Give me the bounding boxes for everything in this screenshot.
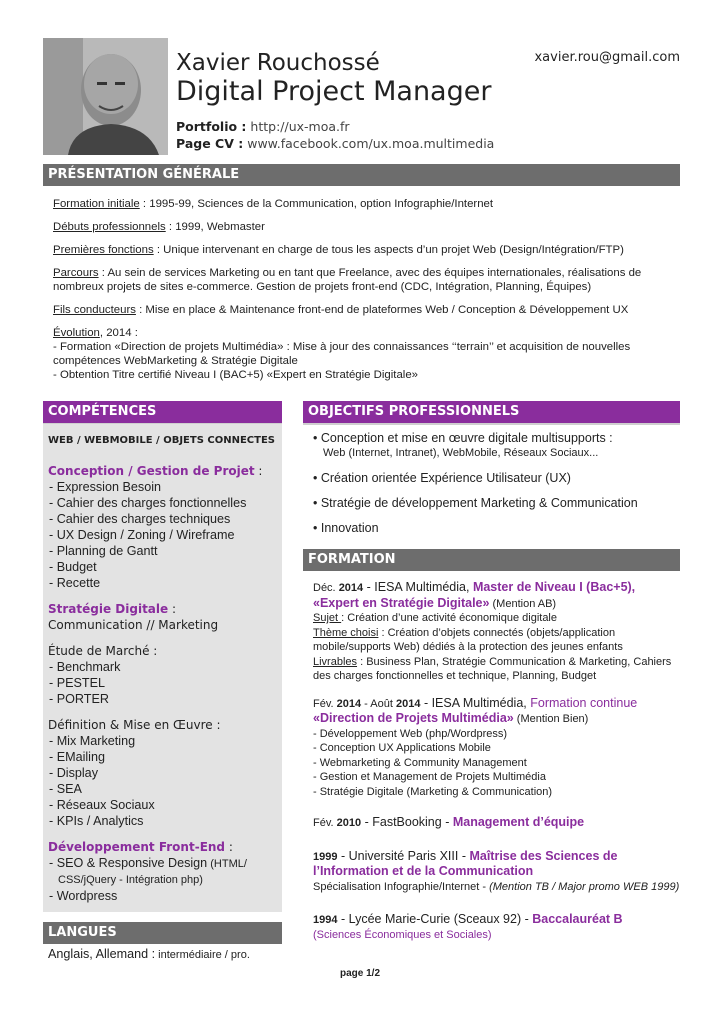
langues-text: Anglais, Allemand : intermédiaire / pro. (48, 947, 250, 961)
objectif-item: • Conception et mise en œuvre digitale multisupports : Web (Internet, Intranet), WebMobile, Réseaux Sociaux... (313, 431, 613, 459)
presentation-item: Formation initiale : 1995-99, Sciences de la Communication, option Infographie/Internet (53, 198, 494, 210)
portrait-image (43, 38, 168, 155)
formation-entry: Déc. 2014 - IESA Multimédia, Master de Niveau I (Bac+5), «Expert en Stratégie Digitale» (Mention AB) Sujet : Création d’une activité économique digitale Thème choisi : Création d’objets connectés (objets/application mobile/supports Web) dédiés à la protection des jeunes enfants Livrables : Business Plan, Stratégie Communication & Marketing, Cahiers des charges fonctionnelles et technique, Planning, Budget (313, 580, 672, 682)
formation-entry: Fév. 2010 - FastBooking - Management d’équipe (313, 815, 585, 829)
langues-header: LANGUES (43, 922, 282, 944)
competences-header: COMPÉTENCES (43, 401, 282, 425)
presentation-item: Débuts professionnels : 1999, Webmaster (53, 221, 265, 233)
definition-block: Définition & Mise en Œuvre : - Mix Marketing - EMailing - Display - SEA - Réseaux Sociaux - KPIs / Analytics (48, 718, 221, 828)
portfolio-label: Portfolio : (176, 119, 247, 134)
profile-photo (43, 38, 168, 155)
dev-block: Développement Front-End : - SEO & Responsive Design (HTML/ CSS/jQuery - Intégration php) - Wordpress (48, 840, 247, 903)
page-number: page 1/2 (340, 968, 381, 979)
email-link[interactable]: xavier.rou@gmail.com (534, 50, 680, 65)
objectif-item: • Innovation (313, 521, 379, 535)
formation-entry: 1994 - Lycée Marie-Curie (Sceaux 92) - Baccalauréat B (Sciences Économiques et Sociales) (313, 912, 623, 941)
formation-header: FORMATION (303, 549, 680, 571)
job-title: Digital Project Manager (176, 76, 492, 107)
cv-link[interactable]: www.facebook.com/ux.moa.multimedia (247, 136, 495, 151)
cv-label: Page CV : (176, 136, 244, 151)
objectifs-section (313, 431, 683, 546)
formation-entry: Fév. 2014 - Août 2014 - IESA Multimédia, Formation continue «Direction de Projets Multimédia» (Mention Bien) - Développement Web (php/Wordpress) - Conception UX Applications Mobile - Webmarketing & Community Management - Gestion et Management de Projets Multimédia - Stratégie Digitale (Marketing & Communication) (313, 695, 638, 798)
presentation-item: Parcours : Au sein de services Marketing ou en tant que Freelance, avec des équipes internationales, réalisations de nombreux projets de sites e-commerce. Gestion de projets front-end (CDC, Intégration, Planning, Équipes) (53, 267, 642, 293)
evolution-block: Évolution, 2014 : - Formation «Direction de projets Multimédia» : Mise à jour des connaissances ‘‘terrain’’ et acquisition de nouvelles compétences WebMarketing & Stratégie Digitale - Obtention Titre certifié Niveau I (BAC+5) «Expert en Stratégie Digitale» (53, 327, 631, 381)
marche-block: Étude de Marché : - Benchmark - PESTEL - PORTER (48, 644, 158, 706)
presentation-item: Fils conducteurs : Mise en place & Maintenance front-end de plateformes Web / Conception & Développement UX (53, 304, 629, 316)
person-name: Xavier Rouchossé (176, 50, 380, 76)
presentation-item: Premières fonctions : Unique intervenant en charge de tous les aspects d’un projet Web (Design/Intégration/FTP) (53, 244, 624, 256)
contact-links (176, 118, 494, 152)
formation-section (313, 580, 683, 954)
strategie-block: Stratégie Digitale : Communication // Marketing (48, 602, 219, 632)
conception-block: Conception / Gestion de Projet : - Expression Besoin - Cahier des charges fonctionnelles - Cahier des charges techniques - UX Design / Zoning / Wireframe - Planning de Gantt - Budget - Recette (48, 464, 263, 590)
objectif-item: • Stratégie de développement Marketing & Communication (313, 496, 638, 510)
competences-subtitle: WEB / WEBMOBILE / OBJETS CONNECTES (48, 435, 275, 446)
objectifs-header: OBJECTIFS PROFESSIONNELS (303, 401, 680, 425)
formation-entry: 1999 - Université Paris XIII - Maîtrise des Sciences de l’Information et de la Communication Spécialisation Infographie/Internet - (Mention TB / Major promo WEB 1999) (313, 848, 680, 893)
presentation-section (53, 197, 683, 382)
presentation-header: PRÉSENTATION GÉNÉRALE (43, 164, 680, 186)
objectif-item: • Création orientée Expérience Utilisateur (UX) (313, 471, 571, 485)
portfolio-link[interactable]: http://ux-moa.fr (250, 119, 350, 134)
competences-section (48, 433, 280, 913)
